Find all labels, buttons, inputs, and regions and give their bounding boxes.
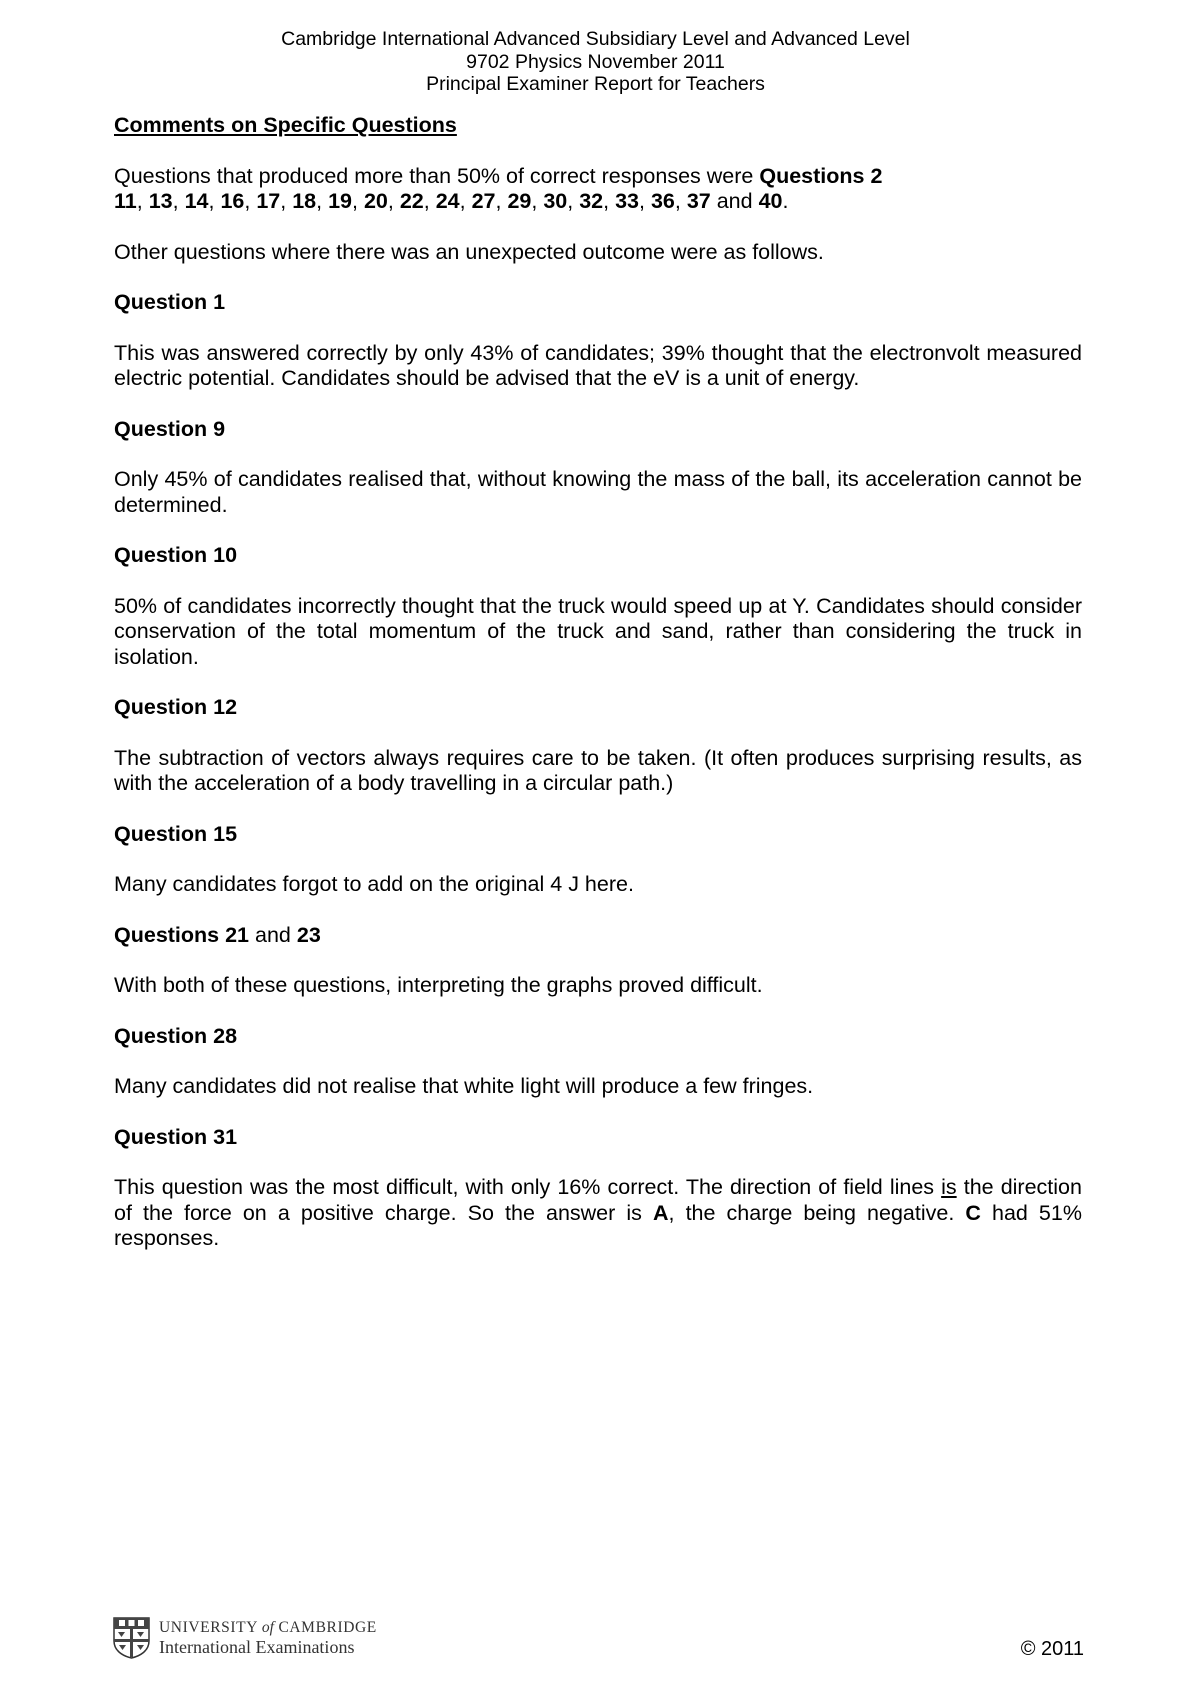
intro-paragraph: Questions that produced more than 50% of correct responses were Questions 2 11, 13, 14, 16, 17, 18, 19, 20, 22, 24, 27, 29, 30, 32, 33, 36, 37 and 40. (114, 163, 883, 213)
cambridge-logo (113, 1615, 393, 1661)
header-line-2: 9702 Physics November 2011 (466, 50, 725, 73)
q31-part2: the direction of the force on a positive charge. So the answer is (114, 1175, 1082, 1225)
question-heading: Question 1 (114, 290, 226, 314)
question-number: 33 (615, 189, 639, 213)
question-body: Many candidates forgot to add on the original 4 J here. (114, 872, 634, 896)
q21-23-heading (114, 923, 1082, 949)
question-number: 37 (686, 189, 711, 213)
logo-text (159, 1618, 377, 1658)
question-number: 22 (399, 189, 424, 213)
other-paragraph: Other questions where there was an unexpected outcome were as follows. (114, 239, 824, 264)
logo-line-2: International Examinations (159, 1637, 355, 1657)
question-number: 30 (543, 189, 568, 213)
question-number: 24 (435, 189, 460, 213)
q31-c: C (965, 1200, 981, 1225)
logo-university: UNIVERSITY (159, 1619, 258, 1636)
q28-heading: Question 28 (114, 1023, 238, 1048)
intro-label: Questions 2 (759, 163, 883, 188)
q21-and: and (255, 922, 291, 947)
q21-label: Questions 21 (114, 922, 250, 947)
q31-is: is (941, 1175, 957, 1199)
question-body: 50% of candidates incorrectly thought that the truck would speed up at Y. Candidates should consider conservation of the total momentum of the truck and sand, rather than considering the truck in isolation. (114, 593, 1082, 669)
question-number: 27 (471, 189, 496, 213)
question-number: 32 (579, 189, 604, 213)
header-line-3: Principal Examiner Report for Teachers (426, 73, 765, 95)
question-number: 18 (292, 189, 317, 213)
q28-body: Many candidates did not realise that white light will produce a few fringes. (114, 1074, 814, 1098)
q31-answer: A (652, 1200, 669, 1225)
q23-number: 23 (296, 922, 321, 947)
question-heading: Question 15 (114, 821, 238, 846)
report-content (114, 113, 1082, 1277)
q21-23-body: With both of these questions, interpreting the graphs proved difficult. (114, 973, 763, 997)
logo-line-1 (159, 1618, 377, 1637)
question-body: Only 45% of candidates realised that, without knowing the mass of the ball, its acceleration cannot be determined. (114, 467, 1082, 517)
q31-part4: had 51% responses. (114, 1200, 1082, 1250)
q31-body (114, 1175, 1082, 1252)
q31-heading: Question 31 (114, 1124, 238, 1149)
q31-part3: , the charge being negative. (668, 1200, 955, 1225)
question-number: 11 (114, 189, 137, 213)
question-number: 17 (256, 189, 281, 213)
question-number: 29 (507, 189, 532, 213)
question-heading: Question 9 (114, 416, 226, 441)
page-header (0, 28, 1191, 96)
copyright: © 2011 (1020, 1638, 1084, 1660)
intro-and: and (716, 189, 753, 213)
question-number: 13 (148, 189, 173, 213)
question-heading: Question 12 (114, 695, 238, 719)
question-number-list: 11, 13, 14, 16, 17, 18, 19, 20, 22, 24, 27, 29, 30, 32, 33, 36, 37 and (114, 189, 753, 213)
question-list (114, 290, 1082, 898)
question-heading: Question 10 (114, 543, 238, 567)
question-body: This was answered correctly by only 43% of candidates; 39% thought that the electronvolt measured electric potential. Candidates should be advised that the eV is a unit of energy. (114, 340, 1082, 390)
question-number: 36 (650, 189, 675, 213)
cambridge-shield-icon (113, 1617, 150, 1659)
question-number: 19 (328, 189, 352, 213)
question-number: 14 (184, 189, 209, 213)
logo-cambridge: CAMBRIDGE (278, 1619, 377, 1636)
q31-part1: This question was the most difficult, with only 16% correct. The direction of field lines (114, 1175, 935, 1199)
header-line-1: Cambridge International Advanced Subsidiary Level and Advanced Level (281, 28, 910, 50)
question-number: 20 (363, 189, 388, 213)
question-number: 16 (220, 189, 245, 213)
logo-of: of (261, 1619, 274, 1636)
question-body: The subtraction of vectors always requires care to be taken. (It often produces surprising results, as with the acceleration of a body travelling in a circular path.) (114, 745, 1082, 795)
section-title: Comments on Specific Questions (114, 113, 457, 137)
intro-text: Questions that produced more than 50% of correct responses were (114, 163, 754, 188)
intro-last-number: 40 (758, 189, 783, 213)
